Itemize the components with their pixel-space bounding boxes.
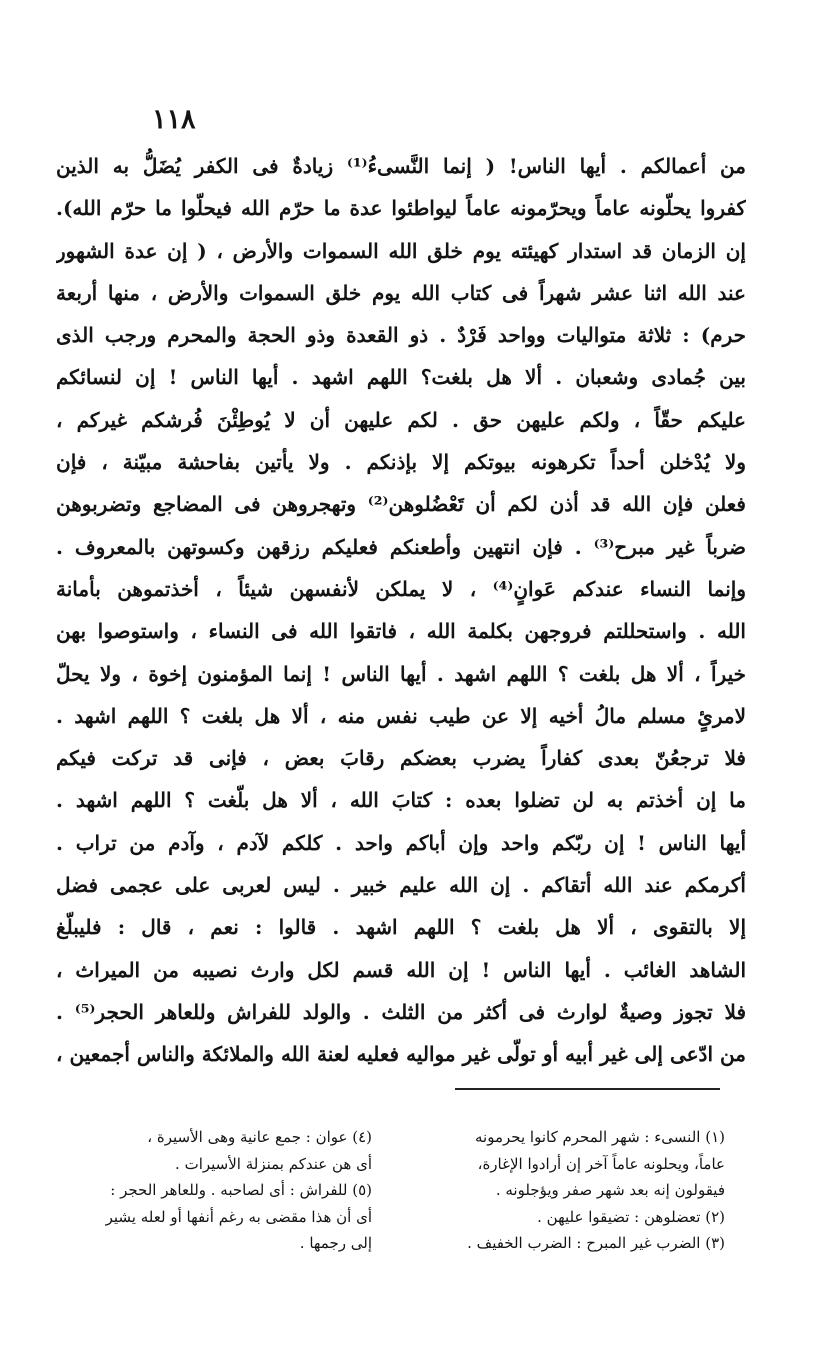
main-text	[56, 145, 746, 1076]
text-line: الله . واستحللتم فروجهن بكلمة الله ، فاتقوا الله فى النساء ، واستوصوا بهن	[56, 619, 746, 644]
text-line: خيراً ، ألا هل بلغت ؟ اللهم اشهد . أيها الناس ! إنما المؤمنون إخوة ، ولا يحلّ	[56, 661, 746, 686]
text-line: فلا ترجعُنّ بعدى كفاراً يضرب بعضكم رقابَ بعض ، فإنى قد تركت فيكم	[56, 746, 746, 771]
text-line: حرم) : ثلاثة متواليات وواحد فَرْدٌ . ذو القعدة وذو الحجة والمحرم ورجب الذى	[56, 323, 746, 348]
footnote-line: أى أن هذا مقضى به رغم أنفها أو لعله يشير	[105, 1207, 372, 1226]
footnote-line: (١) النسىء : شهر المحرم كانوا يحرمونه	[475, 1128, 725, 1146]
footnotes-right-column	[410, 1124, 725, 1257]
text-line: فعلن فإن الله قد أذن لكم أن تَعْضُلوهن⁽²⁾ وتهجروهن فى المضاجع وتضربوهن	[56, 492, 746, 517]
text-line: أكرمكم عند الله أتقاكم . إن الله عليم خبير . ليس لعربى على عجمى فضل	[56, 873, 746, 898]
text-line: ضرباً غير مبرح⁽³⁾ . فإن انتهين وأطعنكم فعليكم رزقهن وكسوتهن بالمعروف .	[56, 534, 746, 559]
text-line: من أعمالكم . أيها الناس! ( إنما النَّسىءُ⁽¹⁾ زيادةٌ فى الكفر يُضَلُّ به الذين	[56, 154, 746, 178]
text-line: لامرئٍ مسلم مالُ أخيه إلا عن طيب نفس منه ، ألا هل بلغت ؟ اللهم اشهد .	[56, 703, 746, 728]
footnote-line: (٥) للفراش : أى لصاحبه . وللعاهر الحجر :	[110, 1181, 372, 1199]
text-line: بين جُمادى وشعبان . ألا هل بلغت؟ اللهم اشهد . أيها الناس ! إن لنسائكم	[56, 365, 746, 390]
footnote-line: أى هن عندكم بمنزلة الأسيرات .	[175, 1154, 372, 1173]
text-line: من ادّعى إلى غير أبيه أو تولّى غير مواليه فعليه لعنة الله والملائكة والناس أجمعين ،	[56, 1042, 746, 1067]
footnote-line: (٣) الضرب غير المبرح : الضرب الخفيف .	[467, 1234, 725, 1252]
text-line: ولا يُدْخلن أحداً تكرهونه بيوتكم إلا بإذنكم . ولا يأتين بفاحشة مبيّنة ، فإن	[56, 450, 746, 475]
page-number: ١١٨	[152, 104, 196, 135]
footnote-line: عاماً، ويحلونه عاماً آخر إن أرادوا الإغارة،	[477, 1154, 725, 1173]
footnote-line: إلى رجمها .	[299, 1234, 372, 1252]
footnote-line: (٤) عوان : جمع عانية وهى الأسيرة ،	[147, 1128, 372, 1146]
footnotes-left-column	[60, 1124, 372, 1257]
text-line: أيها الناس ! إن ربّكم واحد وإن أباكم واحد . كلكم لآدم ، وآدم من تراب .	[56, 830, 746, 855]
text-line: إن الزمان قد استدار كهيئته يوم خلق الله السموات والأرض ، ( إن عدة الشهور	[56, 238, 746, 263]
footnote-separator	[455, 1088, 720, 1090]
footnote-line: فيقولون إنه بعد شهر صفر ويؤجلونه .	[495, 1181, 725, 1199]
text-line: كفروا يحلّونه عاماً ويحرّمونه عاماً ليواطئوا عدة ما حرّم الله فيحلّوا ما حرّم الله).	[56, 196, 746, 221]
text-line: عند الله اثنا عشر شهراً فى كتاب الله يوم خلق السموات والأرض ، منها أربعة	[56, 280, 746, 305]
text-line: الشاهد الغائب . أيها الناس ! إن الله قسم لكل وارث نصيبه من الميراث ،	[56, 957, 746, 982]
text-line: ما إن أخذتم به لن تضلوا بعده : كتابَ الله ، ألا هل بلّغت ؟ اللهم اشهد .	[56, 788, 746, 813]
text-line: عليكم حقّاً ، ولكم عليهن حق . لكم عليهن أن لا يُوطِئْنَ فُرشكم غيركم ،	[56, 407, 746, 432]
footnote-line: (٢) تعضلوهن : تضيقوا عليهن .	[537, 1207, 725, 1226]
text-line: إلا بالتقوى ، ألا هل بلغت ؟ اللهم اشهد . قالوا : نعم ، قال : فليبلّغ	[56, 915, 746, 940]
text-line: فلا تجوز وصيةٌ لوارث فى أكثر من الثلث . والولد للفراش وللعاهر الحجر⁽⁵⁾ .	[56, 999, 746, 1024]
text-line: وإنما النساء عندكم عَوانٍ⁽⁴⁾ ، لا يملكن لأنفسهن شيئاً ، أخذتموهن بأمانة	[56, 576, 746, 601]
